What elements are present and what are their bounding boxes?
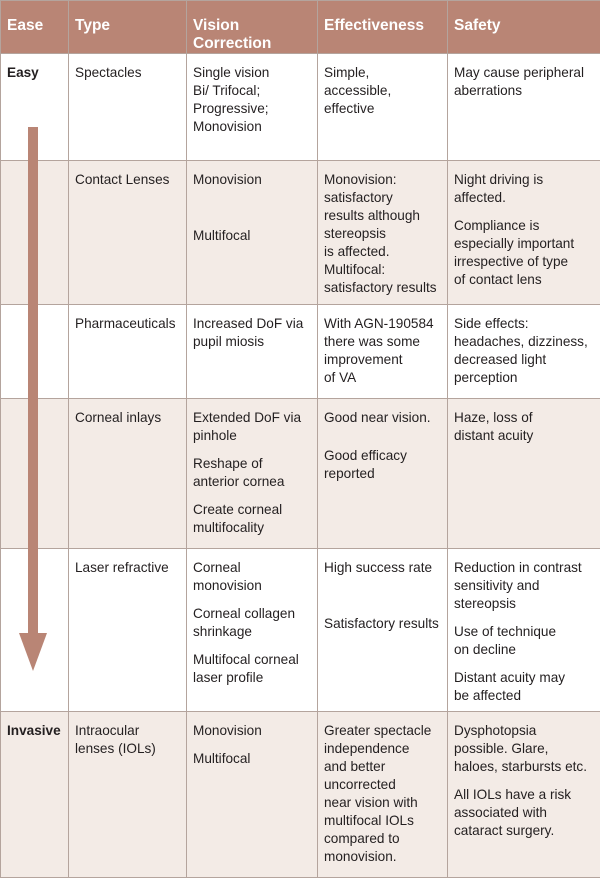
effect-text: near vision with (324, 794, 441, 812)
effect-text: of VA (324, 369, 441, 387)
safety-text: perception (454, 369, 594, 387)
table-row (1, 399, 600, 549)
safety-cell (448, 549, 600, 712)
header-vision-line1: Vision (193, 17, 311, 35)
effect-text: and better (324, 758, 441, 776)
type-text: lenses (IOLs) (75, 740, 180, 758)
effect-text: results although (324, 207, 441, 225)
vision-cell (187, 712, 318, 878)
vision-text: pupil miosis (193, 333, 311, 351)
safety-text: affected. (454, 189, 594, 207)
vision-text: Extended DoF via (193, 409, 311, 427)
effectiveness-cell (318, 54, 448, 161)
effectiveness-cell (318, 399, 448, 549)
safety-text: be affected (454, 687, 594, 705)
safety-text: decreased light (454, 351, 594, 369)
effect-text: Monovision: (324, 171, 441, 189)
safety-text: on decline (454, 641, 594, 659)
vision-text: Bi/ Trifocal; (193, 82, 311, 100)
header-ease: Ease (1, 1, 69, 54)
safety-text: haloes, starbursts etc. (454, 758, 594, 776)
effect-text: Multifocal: (324, 261, 441, 279)
effect-text: Good efficacy (324, 447, 441, 465)
safety-text: Dysphotopsia (454, 722, 594, 740)
safety-text: Night driving is (454, 171, 594, 189)
table-row (1, 161, 600, 305)
vision-text: monovision (193, 577, 311, 595)
safety-text: Side effects: (454, 315, 594, 333)
safety-text: possible. Glare, (454, 740, 594, 758)
safety-text: irrespective of type (454, 253, 594, 271)
table-row (1, 305, 600, 399)
vision-text: multifocality (193, 519, 311, 537)
effect-text: compared to (324, 830, 441, 848)
effect-text: monovision. (324, 848, 441, 866)
safety-text: sensitivity and (454, 577, 594, 595)
effect-text: Good near vision. (324, 409, 441, 427)
ease-cell: Invasive (1, 712, 69, 878)
vision-cell (187, 549, 318, 712)
safety-cell (448, 712, 600, 878)
type-text: Contact Lenses (75, 171, 180, 189)
type-text: Laser refractive (75, 559, 180, 577)
vision-text: laser profile (193, 669, 311, 687)
type-cell (69, 712, 187, 878)
type-text: Intraocular (75, 722, 180, 740)
vision-cell (187, 54, 318, 161)
vision-cell (187, 305, 318, 399)
effect-text: reported (324, 465, 441, 483)
effect-text: is affected. (324, 243, 441, 261)
effect-text: High success rate (324, 559, 441, 577)
safety-text: of contact lens (454, 271, 594, 289)
ease-cell (1, 161, 69, 305)
effectiveness-cell (318, 549, 448, 712)
ease-cell: Easy (1, 54, 69, 161)
safety-cell (448, 54, 600, 161)
header-effectiveness: Effectiveness (318, 1, 448, 54)
effectiveness-cell (318, 305, 448, 399)
safety-cell (448, 305, 600, 399)
header-safety: Safety (448, 1, 600, 54)
type-cell (69, 305, 187, 399)
vision-text: Single vision (193, 64, 311, 82)
safety-text: aberrations (454, 82, 594, 100)
effect-text: With AGN-190584 (324, 315, 441, 333)
safety-text: Use of technique (454, 623, 594, 641)
vision-text: Monovision (193, 722, 311, 740)
safety-cell (448, 399, 600, 549)
effect-text: effective (324, 100, 441, 118)
effectiveness-cell (318, 161, 448, 305)
table-row (1, 712, 600, 878)
safety-text: Distant acuity may (454, 669, 594, 687)
safety-text: especially important (454, 235, 594, 253)
vision-text: Monovision (193, 118, 311, 136)
type-cell (69, 549, 187, 712)
vision-text: Increased DoF via (193, 315, 311, 333)
ease-cell (1, 305, 69, 399)
safety-text: Haze, loss of (454, 409, 594, 427)
safety-text: cataract surgery. (454, 822, 594, 840)
effect-text: Satisfactory results (324, 615, 441, 633)
table-row (1, 54, 600, 161)
vision-text: Multifocal (193, 750, 311, 768)
header-vision-line2: Correction (193, 35, 311, 53)
effect-text: accessible, (324, 82, 441, 100)
effect-text: stereopsis (324, 225, 441, 243)
vision-text: pinhole (193, 427, 311, 445)
table-row (1, 549, 600, 712)
type-text: Pharmaceuticals (75, 315, 180, 333)
safety-text: All IOLs have a risk (454, 786, 594, 804)
effect-text: there was some (324, 333, 441, 351)
safety-text: stereopsis (454, 595, 594, 613)
header-row (1, 1, 600, 54)
safety-text: Compliance is (454, 217, 594, 235)
safety-cell (448, 161, 600, 305)
vision-text: Multifocal (193, 227, 311, 245)
effect-text: satisfactory results (324, 279, 441, 297)
effect-text: improvement (324, 351, 441, 369)
vision-text: shrinkage (193, 623, 311, 641)
vision-text: Corneal collagen (193, 605, 311, 623)
safety-text: distant acuity (454, 427, 594, 445)
vision-text: Progressive; (193, 100, 311, 118)
type-cell (69, 54, 187, 161)
effect-text: satisfactory (324, 189, 441, 207)
vision-text: Monovision (193, 171, 311, 189)
type-text: Corneal inlays (75, 409, 180, 427)
effect-text: Greater spectacle (324, 722, 441, 740)
effect-text: uncorrected (324, 776, 441, 794)
effect-text: multifocal IOLs (324, 812, 441, 830)
ease-cell (1, 549, 69, 712)
safety-text: headaches, dizziness, (454, 333, 594, 351)
vision-text: Corneal (193, 559, 311, 577)
header-type: Type (69, 1, 187, 54)
type-cell (69, 399, 187, 549)
vision-text: Multifocal corneal (193, 651, 311, 669)
type-text: Spectacles (75, 64, 180, 82)
vision-cell (187, 399, 318, 549)
type-cell (69, 161, 187, 305)
vision-text: Reshape of (193, 455, 311, 473)
safety-text: May cause peripheral (454, 64, 594, 82)
vision-text: Create corneal (193, 501, 311, 519)
vision-cell (187, 161, 318, 305)
effect-text: independence (324, 740, 441, 758)
safety-text: associated with (454, 804, 594, 822)
header-vision-correction (187, 1, 318, 54)
effect-text: Simple, (324, 64, 441, 82)
vision-text: anterior cornea (193, 473, 311, 491)
effectiveness-cell (318, 712, 448, 878)
ease-cell (1, 399, 69, 549)
safety-text: Reduction in contrast (454, 559, 594, 577)
